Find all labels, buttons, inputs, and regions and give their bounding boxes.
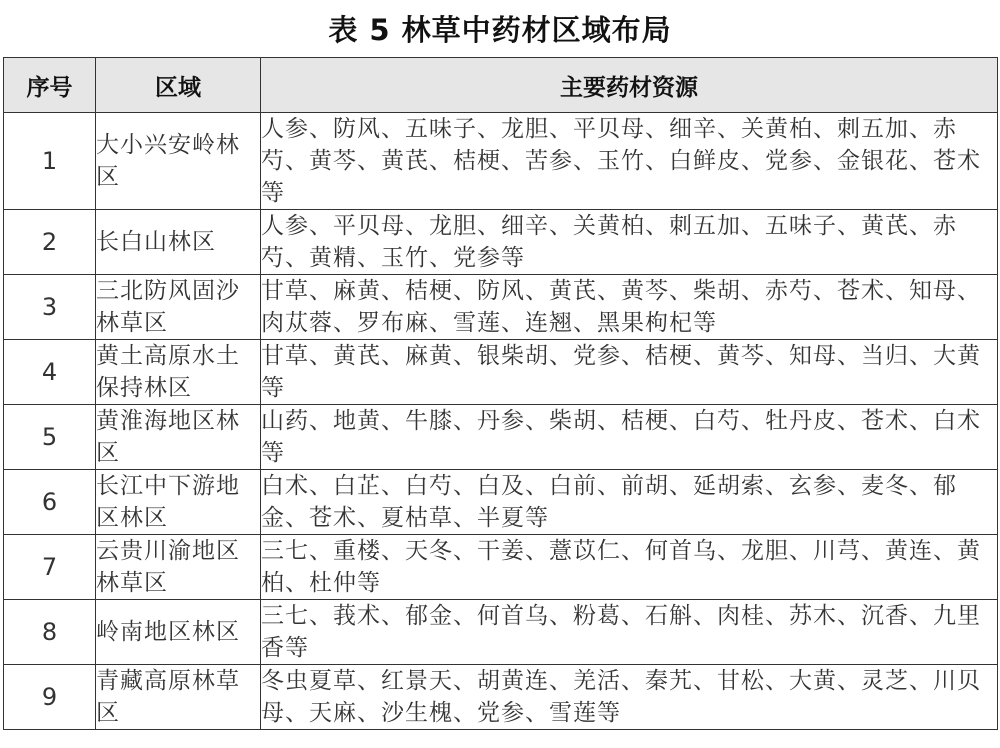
row-index: 4 [4, 340, 96, 405]
row-region: 三北防风固沙林草区 [96, 275, 261, 340]
header-index: 序号 [4, 58, 96, 113]
herb-region-table [3, 57, 998, 730]
row-resources: 三七、莪术、郁金、何首乌、粉葛、石斛、肉桂、苏木、沉香、九里香等 [261, 600, 998, 665]
table-row [4, 340, 998, 405]
row-index: 3 [4, 275, 96, 340]
row-index: 6 [4, 470, 96, 535]
table-title: 表 5 林草中药材区域布局 [328, 13, 672, 47]
row-resources: 山药、地黄、牛膝、丹参、柴胡、桔梗、白芍、牡丹皮、苍术、白术等 [261, 405, 998, 470]
table-row [4, 210, 998, 275]
table-row [4, 405, 998, 470]
table-row [4, 470, 998, 535]
row-resources: 人参、防风、五味子、龙胆、平贝母、细辛、关黄柏、刺五加、赤芍、黄芩、黄芪、桔梗、苦参、玉竹、白鲜皮、党参、金银花、苍术等 [261, 113, 998, 210]
row-region: 大小兴安岭林区 [96, 113, 261, 210]
row-index: 7 [4, 535, 96, 600]
table-row [4, 600, 998, 665]
header-region: 区域 [96, 58, 261, 113]
row-region: 黄淮海地区林区 [96, 405, 261, 470]
row-resources: 三七、重楼、天冬、干姜、薏苡仁、何首乌、龙胆、川芎、黄连、黄柏、杜仲等 [261, 535, 998, 600]
header-resources: 主要药材资源 [261, 58, 998, 113]
table-row [4, 275, 998, 340]
row-index: 8 [4, 600, 96, 665]
row-resources: 人参、平贝母、龙胆、细辛、关黄柏、刺五加、五味子、黄芪、赤芍、黄精、玉竹、党参等 [261, 210, 998, 275]
row-region: 长白山林区 [96, 210, 261, 275]
row-region: 岭南地区林区 [96, 600, 261, 665]
row-region: 黄土高原水土保持林区 [96, 340, 261, 405]
table-row [4, 665, 998, 730]
table-row [4, 535, 998, 600]
row-resources: 甘草、麻黄、桔梗、防风、黄芪、黄芩、柴胡、赤芍、苍术、知母、肉苁蓉、罗布麻、雪莲、连翘、黑果枸杞等 [261, 275, 998, 340]
row-region: 云贵川渝地区林草区 [96, 535, 261, 600]
row-resources: 甘草、黄芪、麻黄、银柴胡、党参、桔梗、黄芩、知母、当归、大黄等 [261, 340, 998, 405]
table-header-row [4, 58, 998, 113]
row-index: 5 [4, 405, 96, 470]
row-index: 1 [4, 113, 96, 210]
row-index: 9 [4, 665, 96, 730]
row-region: 青藏高原林草区 [96, 665, 261, 730]
row-resources: 白术、白芷、白芍、白及、白前、前胡、延胡索、玄参、麦冬、郁金、苍术、夏枯草、半夏等 [261, 470, 998, 535]
row-index: 2 [4, 210, 96, 275]
row-region: 长江中下游地区林区 [96, 470, 261, 535]
table-row [4, 113, 998, 210]
row-resources: 冬虫夏草、红景天、胡黄连、羌活、秦艽、甘松、大黄、灵芝、川贝母、天麻、沙生槐、党参、雪莲等 [261, 665, 998, 730]
